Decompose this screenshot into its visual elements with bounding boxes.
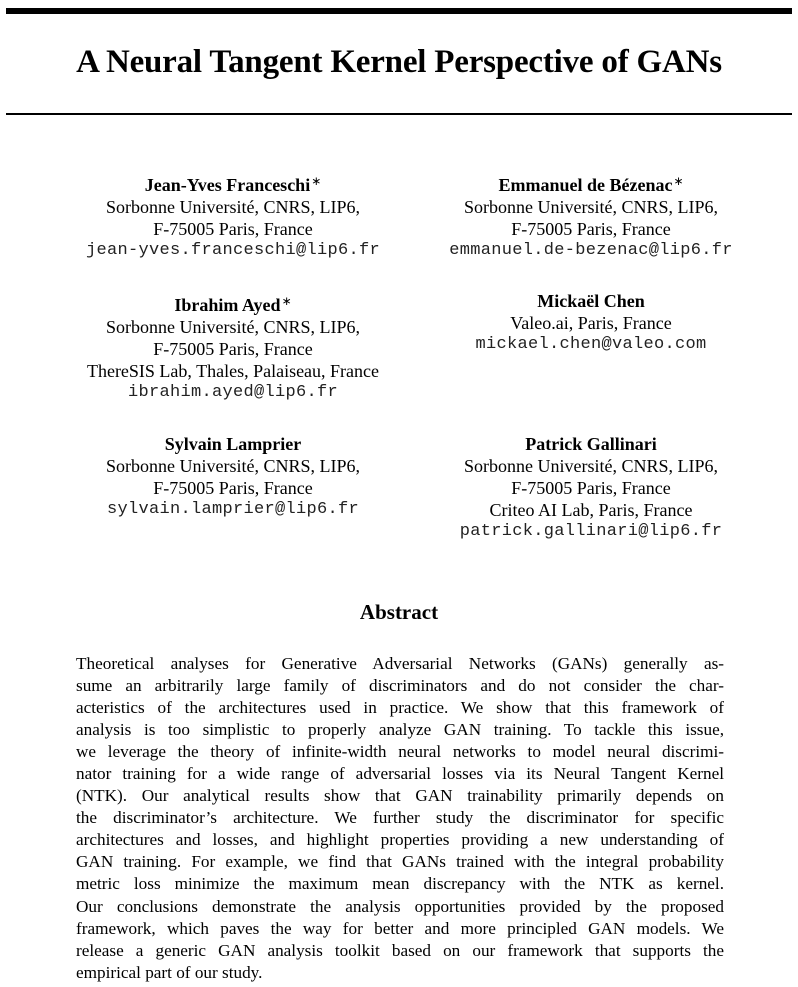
author-email[interactable]: emmanuel.de-bezenac@lip6.fr [449, 241, 733, 260]
author-name: Ibrahim Ayed [174, 295, 281, 315]
author-affiliation: Sorbonne Université, CNRS, LIP6, [106, 197, 360, 217]
author-affiliation: Sorbonne Université, CNRS, LIP6, [464, 197, 718, 217]
author-block [376, 433, 798, 543]
author-affiliation: Criteo AI Lab, Paris, France [489, 500, 693, 520]
abstract-line: Theoretical analyses for Generative Adversarial Networks (GANs) generally as- [76, 654, 724, 673]
abstract-line: sume an arbitrarily large family of discriminators and do not consider the char- [76, 676, 724, 696]
author-affiliation: Sorbonne Université, CNRS, LIP6, [106, 317, 360, 337]
abstract-line: framework, which paves the way for better and more principled GAN models. We [76, 918, 724, 938]
abstract-line: the discriminator’s architecture. We further study the discriminator for specific [76, 808, 724, 828]
abstract-line: architectures and losses, and highlight properties providing a new understanding of [76, 830, 724, 850]
author-block [376, 170, 798, 262]
abstract-line: (NTK). Our analytical results show that GAN trainability primarily depends on [76, 786, 724, 806]
author-name: Patrick Gallinari [525, 434, 657, 454]
equal-contribution-mark: ∗ [673, 174, 684, 188]
abstract-line: empirical part of our study. [76, 962, 263, 982]
author-affiliation: F-75005 Paris, France [153, 219, 313, 239]
author-affiliation: Sorbonne Université, CNRS, LIP6, [106, 456, 360, 476]
abstract-body [76, 653, 724, 984]
author-affiliation: F-75005 Paris, France [153, 478, 313, 498]
author-email[interactable]: mickael.chen@valeo.com [475, 335, 707, 354]
equal-contribution-mark: ∗ [311, 174, 322, 188]
abstract-line: GAN training. For example, we find that GANs trained with the integral probability [76, 852, 724, 872]
author-name: Mickaël Chen [537, 291, 645, 311]
author-affiliation: ThereSIS Lab, Thales, Palaiseau, France [86, 361, 380, 381]
abstract-line: nator training for a wide range of adversarial losses via its Neural Tangent Kernel [76, 764, 724, 784]
abstract-heading: Abstract [359, 600, 439, 624]
abstract-line: acteristics of the architectures used in practice. We show that this framework of [76, 698, 724, 718]
author-email[interactable]: jean-yves.franceschi@lip6.fr [85, 241, 381, 260]
title-bottom-rule [6, 113, 792, 115]
abstract-line: we leverage the theory of infinite-width neural networks to model neural discrimi- [76, 742, 724, 762]
author-block [376, 290, 798, 356]
abstract-line: release a generic GAN analysis toolkit based on our framework that supports the [76, 940, 724, 960]
author-affiliation: F-75005 Paris, France [511, 219, 671, 239]
abstract-line: Our conclusions demonstrate the analysis opportunities provided by the proposed [76, 896, 724, 916]
author-name: Emmanuel de Bézenac [498, 175, 673, 195]
author-email[interactable]: patrick.gallinari@lip6.fr [459, 522, 723, 541]
author-name: Jean-Yves Franceschi [144, 175, 311, 195]
author-email[interactable]: sylvain.lamprier@lip6.fr [106, 500, 360, 519]
author-affiliation: Sorbonne Université, CNRS, LIP6, [464, 456, 718, 476]
title-top-rule [6, 8, 792, 14]
author-affiliation: F-75005 Paris, France [511, 478, 671, 498]
author-affiliation: Valeo.ai, Paris, France [510, 313, 672, 333]
abstract-line: metric loss minimize the maximum mean discrepancy with the NTK as kernel. [76, 874, 724, 894]
author-name: Sylvain Lamprier [164, 434, 302, 454]
paper-title: A Neural Tangent Kernel Perspective of GANs [76, 44, 722, 80]
author-affiliation: F-75005 Paris, France [153, 339, 313, 359]
abstract-line: analysis is too simplistic to properly analyze GAN training. To tackle this issue, [76, 720, 724, 740]
author-email[interactable]: ibrahim.ayed@lip6.fr [127, 383, 339, 402]
equal-contribution-mark: ∗ [281, 294, 292, 308]
